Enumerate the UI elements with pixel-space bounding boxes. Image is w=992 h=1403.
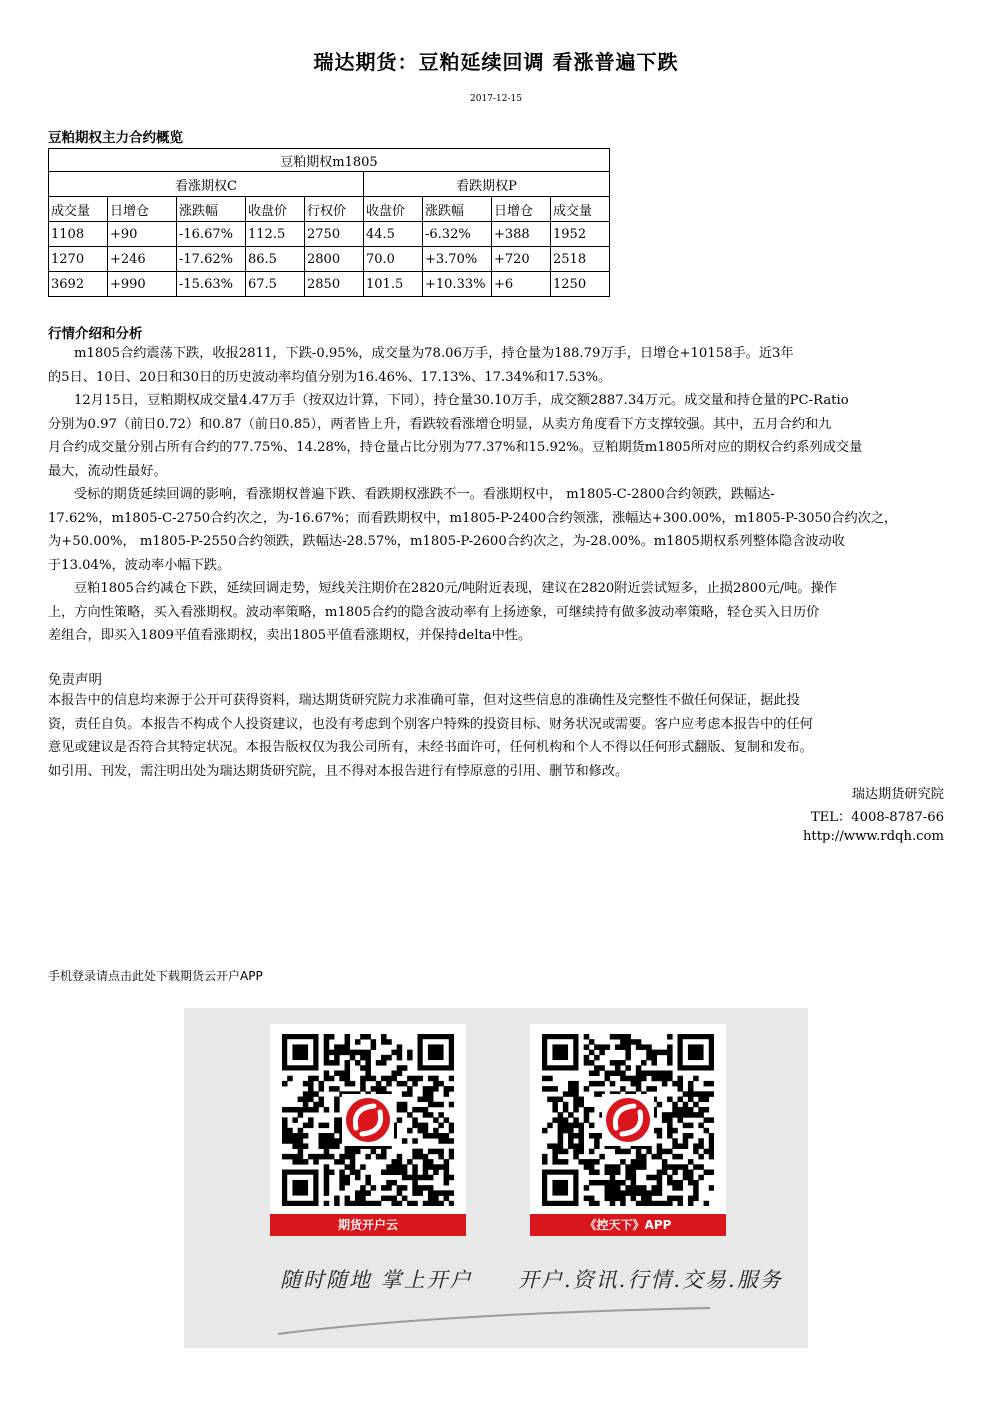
analysis-body [48,342,944,648]
analysis-line: 为+50.00%， m1805-P-2550合约领跌，跌幅达-28.57%，m1805-P-2600合约次之，为-28.00%。m1805期权系列整体隐含波动收 [48,534,845,549]
col-header: 日增仓 [108,197,177,222]
col-header: 成交量 [551,197,610,222]
col-header: 涨跌幅 [423,197,492,222]
table-cell: 101.5 [364,272,423,297]
table-cell: 70.0 [364,247,423,272]
analysis-line: 受标的期货延续回调的影响，看涨期权普遍下跌、看跌期权涨跌不一。看涨期权中， m1805-C-2800合约领跌，跌幅达- [74,487,775,502]
options-table [48,148,610,297]
qr-card-kongtianxia[interactable] [530,1024,726,1236]
analysis-line: 的5日、10日、20日和30日的历史波动率均值分别为16.46%、17.13%、17.34%和17.53%。 [48,369,612,385]
table-cell: +990 [108,272,177,297]
table-cell: +10.33% [423,272,492,297]
table-cell: +6 [492,272,551,297]
disclaimer-line: 本报告中的信息均来源于公开可获得资料，瑞达期货研究院力求准确可靠，但对这些信息的准确性及完整性不做任何保证，据此投 [48,693,800,708]
report-date: 2017-12-15 [470,94,522,104]
col-header: 涨跌幅 [177,197,246,222]
table-cell: +90 [108,222,177,247]
analysis-heading: 行情介绍和分析 [48,326,143,342]
table-cell: 1108 [49,222,108,247]
analysis-line: 最大，流动性最好。 [48,463,167,479]
table-cell: 44.5 [364,222,423,247]
column-header-row [49,197,610,222]
analysis-line: 于13.04%，波动率小幅下跌。 [48,557,231,573]
analysis-line: 豆粕1805合约减仓下跌，延续回调走势，短线关注期价在2820元/吨附近表现，建议在2820附近尝试短多，止损2800元/吨。操作 [74,581,837,596]
table-cell: -16.67% [177,222,246,247]
table-cell: +720 [492,247,551,272]
disclaimer-body [48,689,944,783]
analysis-line: m1805合约震荡下跌，收报2811，下跌-0.95%，成交量为78.06万手，持仓量为188.79万手，日增仓+10158手。近3年 [74,346,794,361]
disclaimer-line: 意见或建议是否符合其特定状况。本报告版权仅为我公司所有，未经书面许可，任何机构和个人不得以任何形式翻版、复制和发布。 [48,740,813,755]
overview-heading: 豆粕期权主力合约概览 [48,130,183,146]
col-header: 收盘价 [246,197,305,222]
disclaimer-line: 如引用、刊发，需注明出处为瑞达期货研究院，且不得对本报告进行有悖原意的引用、删节和修改。 [48,763,629,779]
analysis-line: 差组合，即买入1809平值看涨期权，卖出1805平值看涨期权，并保持delta中性。 [48,628,532,643]
table-cell: 2750 [305,222,364,247]
col-header: 日增仓 [492,197,551,222]
table-cell: +246 [108,247,177,272]
disclaimer-heading: 免责声明 [48,672,102,688]
table-cell: 1250 [551,272,610,297]
analysis-line: 月合约成交量分别占所有合约的77.75%、14.28%，持仓量占比分别为77.37%和15.92%。豆粕期货m1805所对应的期权合约系列成交量 [48,440,863,455]
app-download-link[interactable]: 手机登录请点击此处下载期货云开户APP [48,969,263,983]
contact-url[interactable]: http://www.rdqh.com [802,829,944,844]
contact-tel: TEL：4008-8787-66 [810,810,944,825]
analysis-line: 上，方向性策略，买入看涨期权。波动率策略，m1805合约的隐含波动率有上扬迹象，可继续持有做多波动率策略，轻仓买入日历价 [48,604,820,620]
table-cell: +3.70% [423,247,492,272]
put-header: 看跌期权P [364,172,610,197]
col-header: 行权价 [305,197,364,222]
table-row [49,272,610,297]
col-header: 成交量 [49,197,108,222]
table-cell: -6.32% [423,222,492,247]
call-header: 看涨期权C [49,172,364,197]
table-cell: 1952 [551,222,610,247]
table-cell: 2518 [551,247,610,272]
table-cell: 3692 [49,272,108,297]
app-banner [184,1008,808,1348]
table-cell: 2800 [305,247,364,272]
brush-stroke-icon [274,1304,714,1340]
table-cell: 86.5 [246,247,305,272]
table-cell: 2850 [305,272,364,297]
slogan-right: 开户.资讯.行情.交易.服务 [518,1268,783,1292]
table-row [49,222,610,247]
analysis-line: 分别为0.97（前日0.72）和0.87（前日0.85），两者皆上升，看跌较看涨增仓明显，从卖方角度看下方支撑较强。其中，五月合约和九 [48,416,832,432]
analysis-line: 17.62%，m1805-C-2750合约次之，为-16.67%；而看跌期权中，m1805-P-2400合约领涨，涨幅达+300.00%，m1805-P-3050合约次之， [48,510,898,526]
table-cell: -17.62% [177,247,246,272]
table-row [49,247,610,272]
disclaimer-line: 资，责任自负。本报告不构成个人投资建议，也没有考虑到个别客户特殊的投资目标、财务状况或需要。客户应考虑本报告中的任何 [48,716,813,732]
qr-code-icon [282,1034,454,1206]
qr-card-kaihuyun[interactable] [270,1024,466,1236]
org-name: 瑞达期货研究院 [851,787,944,802]
table-cell: 1270 [49,247,108,272]
analysis-line: 12月15日，豆粕期权成交量4.47万手（按双边计算，下同），持仓量30.10万手，成交额2887.34万元。成交量和持仓量的PC-Ratio [74,393,849,408]
qr-code-icon [542,1034,714,1206]
table-cell: 112.5 [246,222,305,247]
table-cell: 67.5 [246,272,305,297]
page-title: 瑞达期货：豆粕延续回调 看涨普遍下跌 [313,50,679,74]
table-cell: -15.63% [177,272,246,297]
col-header: 收盘价 [364,197,423,222]
qr-label: 期货开户云 [270,1214,466,1236]
qr-label: 《控天下》APP [530,1214,726,1236]
table-cell: +388 [492,222,551,247]
table-title: 豆粕期权m1805 [49,149,610,172]
slogan-left: 随时随地 掌上开户 [280,1268,473,1292]
